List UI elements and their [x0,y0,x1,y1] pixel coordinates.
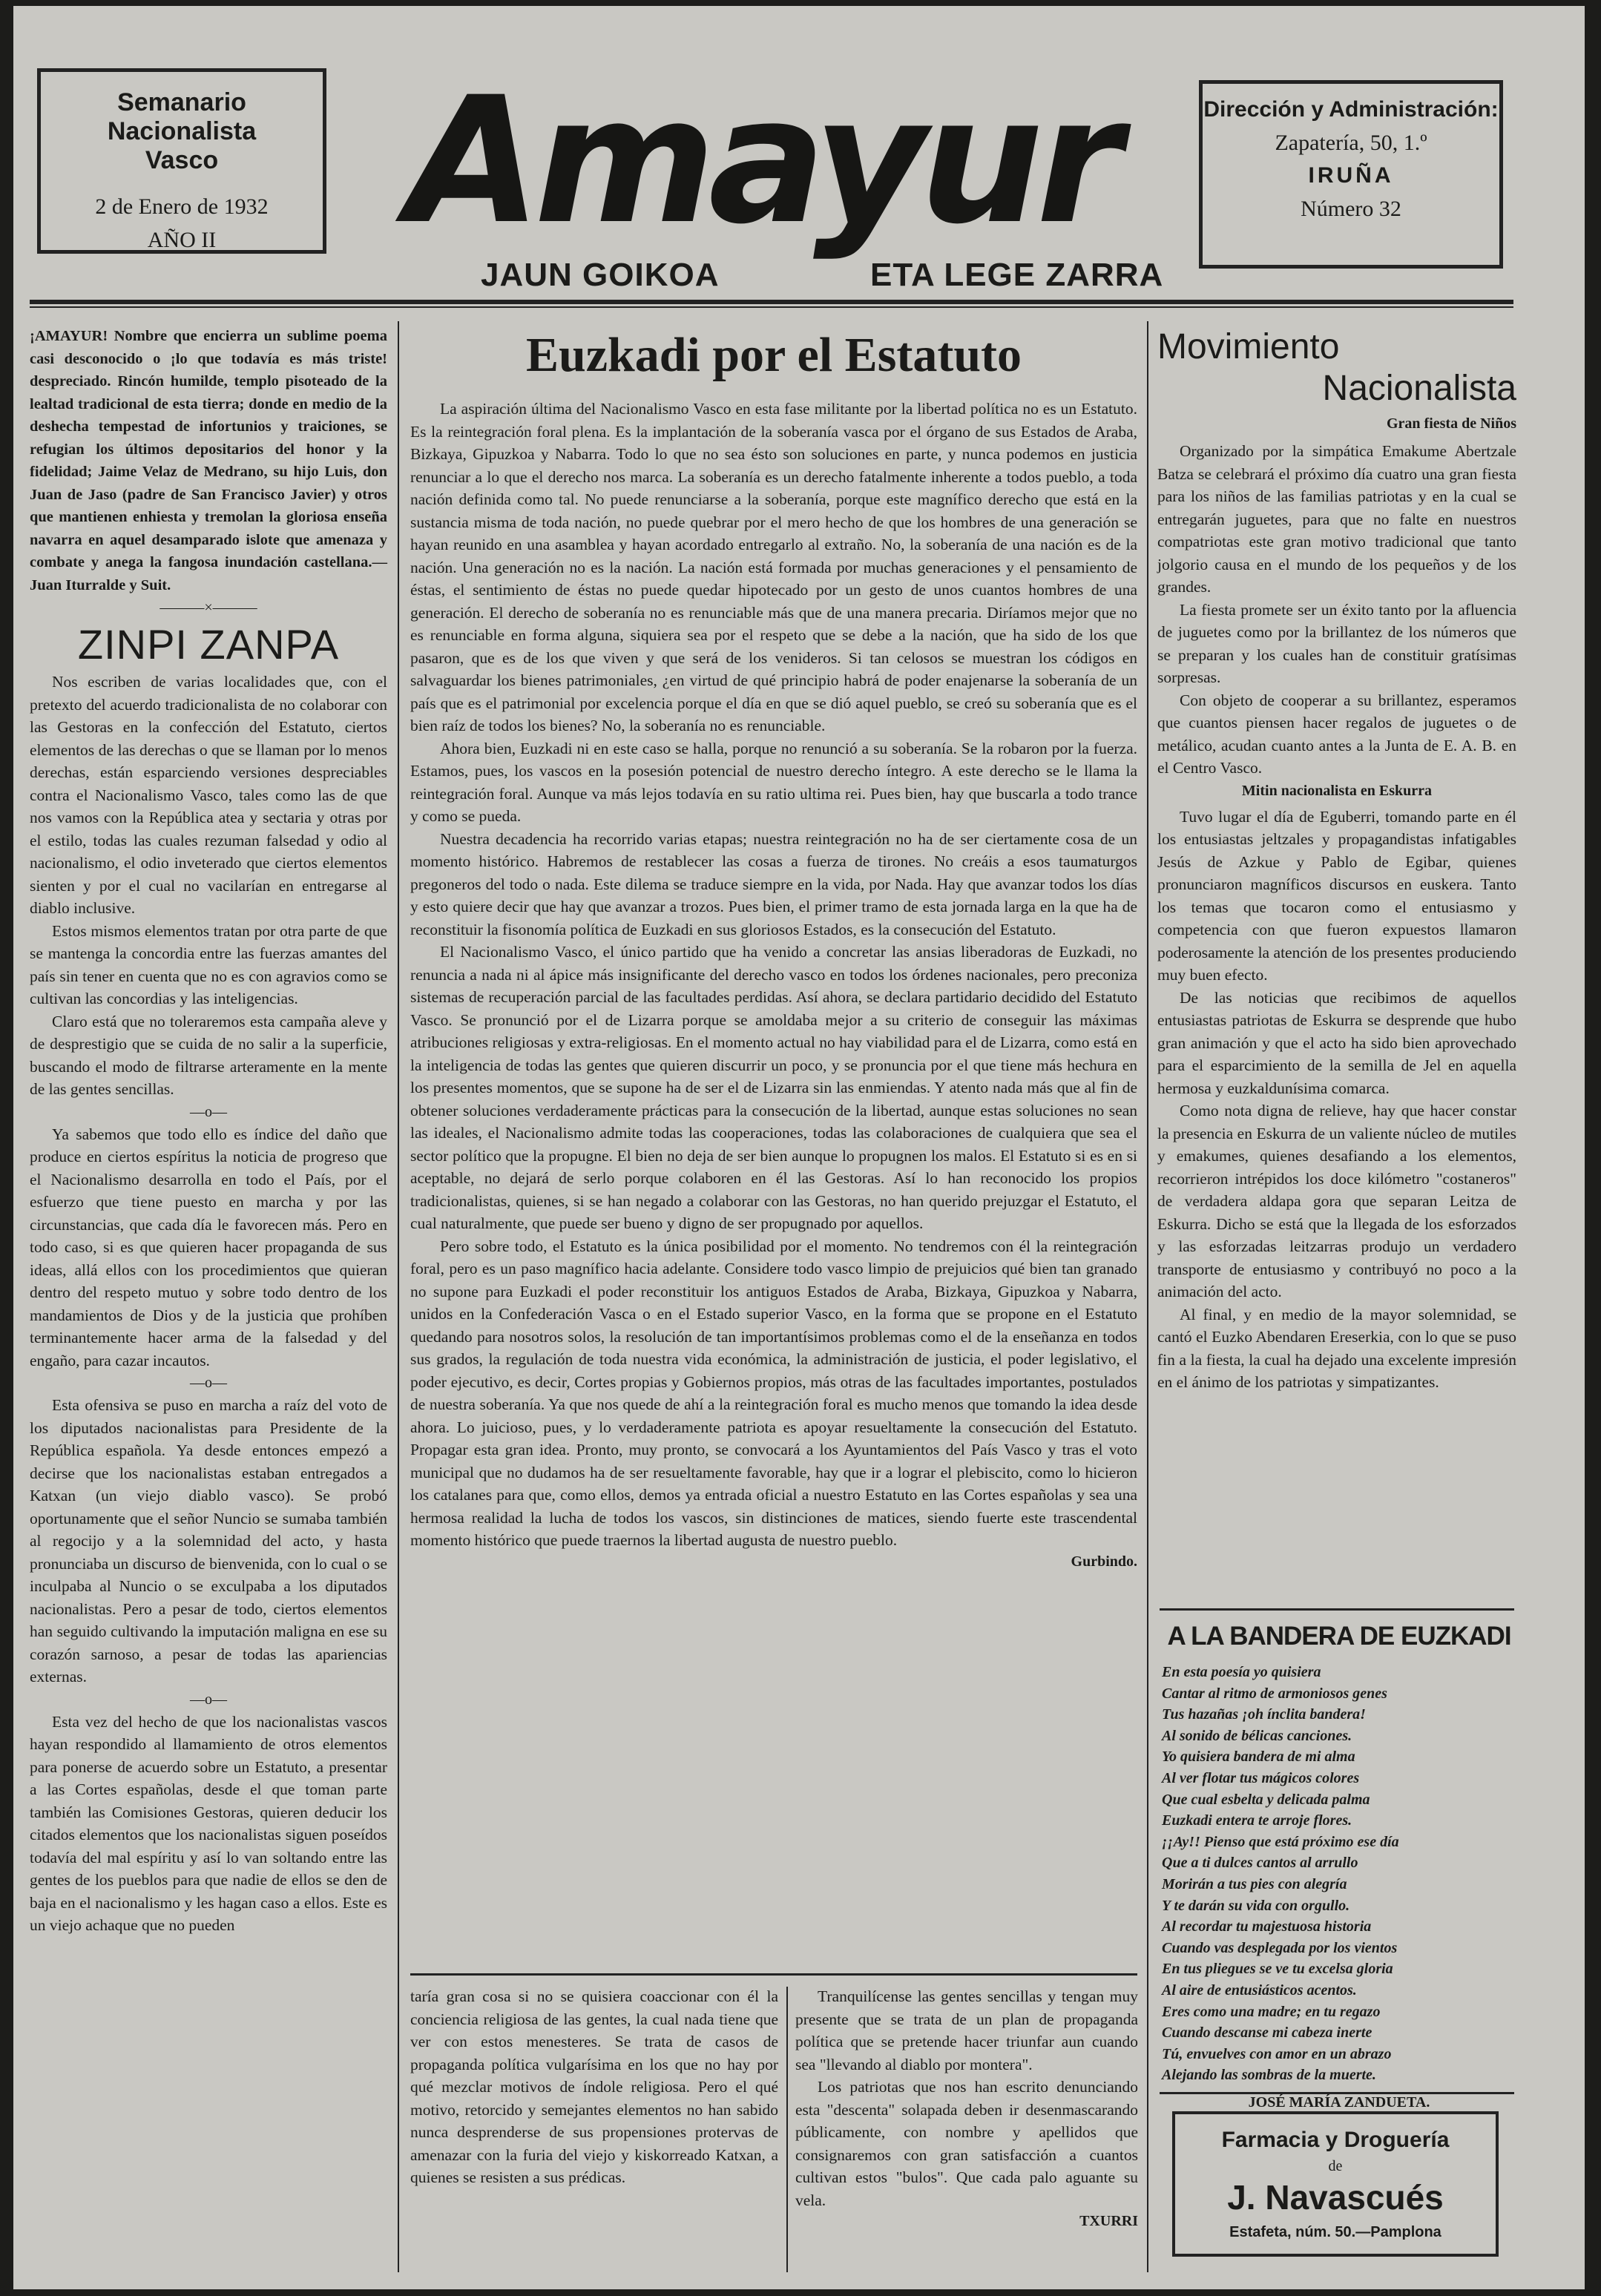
zinpi-zanpa-headline: ZINPI ZANPA [77,621,340,668]
poem-rule [1160,1608,1514,1611]
newspaper-page [13,6,1585,2289]
zinpi-paragraph-3: Claro está que no toleraremos esta campaña aleve y de desprestigio que se cuida de no salir a la superficie, buscando el modo de filtrarse arteramente en la mente de las gentes sencillas. [30,1012,387,1098]
column-left [30,325,387,2274]
estatuto-paragraph-2: Ahora bien, Euzkadi ni en este caso se halla, porque no renunció a su soberanía. Se la robaron por la fuerza. Estamos, pues, los vascos en la posesión potencial de nuestro derecho íntegro. A este derecho se le llama la reintegración foral. Aunque va más lejos todavía en su ratio ultima rei. Pues bien, hay que buscarla a todo trance y como se pueda. [410,739,1137,825]
continuation-left [410,1985,778,2274]
masthead-year: AÑO II [147,227,217,252]
estatuto-paragraph-3: Nuestra decadencia ha recorrido varias etapas; nuestra reintegración no ha de ser ciertamente cosa de un momento histórico. Habremos de restablecer las cosas a fuerza de tirones. No creáis a esos taumaturgos pregoneros del todo o nada. Este dilema se traduce siempre en la vida, por Nada. Hay que avanzar todos los días y esto quiere decir que hay que avanzar a trozos. Pues bien, el primer tramo de esta jornada larga en la que ha de reconstituir la fisonomía política de Euzkadi en sus gloriosos Estados, es la consecución del Estatuto. [410,829,1137,938]
address-city: IRUÑA [1308,163,1394,188]
continuation-right [795,1985,1138,2274]
masthead-left-box [37,68,326,254]
movimiento-paragraph-2: La fiesta promete ser un éxito tanto por la afluencia de juguetes como por la brillantez de los números que se preparan y los cuales han de constituir gratísimas sorpresas. [1157,600,1516,686]
poem-line: Que a ti dulces cantos al arrullo [1162,1855,1358,1872]
ad-line-1: Farmacia y Droguería [1221,2128,1450,2152]
poem-author: JOSÉ MARÍA ZANDUETA. [1248,2093,1430,2111]
pharmacy-ad [1172,2111,1499,2257]
poem-line: Cantar al ritmo de armoniosos genes [1162,1685,1387,1702]
estatuto-paragraph-4: El Nacionalismo Vasco, el único partido que ha venido a concretar las ansias liberadoras de Euzkadi, no renuncia a nada ni al ápice más insignificante del derecho vasco en todos los órdenes nacionales, pero preconiza sistemas de recuperación parcial de las facultades perdidas. Así ahora, se declara partidario decidido del Estatuto Vasco. Se pronunció por el de Lizarra porque se amoldaba mejor a su criterio de conseguir las máximas atribuciones religiosas y extra-religiosas. En el momento actual no hay viabilidad para el de Lizarra, como está en la inteligencia de todas las gentes que quieren discurrir un poco, y se pronuncia por el que tiene más hechura en los presentes momentos, que se supone ha de ser el de Lizarra sin las enmiendas. Y atento nada más que al fin de obtener soluciones verdaderamente prácticas para la consecución de la libertad, aunque estas soluciones no sean las ideales, el Nacionalismo admite todas las cooperaciones, todas las colaboraciones de cualquiera que sea el sector político que la propugne. El bien no deja de ser bien aunque lo propugnen los malos. El Estatuto si es en si aceptable, no dejará de serlo porque colaboren en él las Gestoras. Así lo han reconocido los propios tradicionalistas, quienes, si se han negado a colaborar con las Gestoras, no han querido prejuzgar el Estatuto, el cual naturalmente, que puede ser bueno y digno de ser propugnado por aquellos. [410,943,1137,1232]
motto-right: ETA LEGE ZARRA [870,257,1164,293]
separator: —o— [190,1691,227,1708]
movimiento-paragraph-6: Como nota digna de relieve, hay que hacer constar la presencia en Eskurra de un valiente núcleo de mutiles y emakumes, quienes desafiando a los elementos, recorrieron intrépidos los doce kilómetro "costaneros" de verdadera aldapa gora que separan Leitza de Eskurra. Dicho se está que la llegada de los esforzados y las esforzadas leitzarras produjo un verdadero transporte de entusiasmo y contribuyó no poco a la animación del acto. [1157,1102,1516,1300]
column-right [1157,326,1516,1621]
zinpi-paragraph-1: Nos escriben de varias localidades que, con el pretexto del acuerdo tradicionalista de no colaborar con las Gestoras en la confección del Estatuto, ciertos elementos de las derechas o que se llaman por lo menos derechas, están esparciendo versiones despreciables contra el Nacionalismo Vasco, tales como las de que nos vamos con la República atea y sectaria y otras por el estilo, todas las cuales rezuman falsedad y odio al nacionalismo, el odio inveterado que ciertos elementos sienten y por el cual no vacilarían en entregarse al diablo inclusive. [30,673,387,917]
poem-line: Alejando las sombras de la muerte. [1162,2067,1376,2084]
poem-block [1162,1617,1516,2111]
masthead-right-box [1199,80,1503,269]
poem-line: Y te darán su vida con orgullo. [1162,1897,1350,1914]
masthead-date: 2 de Enero de 1932 [95,194,269,220]
section-rule [410,1973,1137,1976]
address-label: Dirección y Administración: [1203,97,1499,122]
subheading-mitin: Mitin nacionalista en Eskurra [1241,782,1433,799]
zinpi-paragraph-6: Esta vez del hecho de que los nacionalistas vascos hayan respondido al llamamiento de otros elementos para ponerse de acuerdo sobre un Estatuto, a presentar a las Cortes españolas, desde el que toman parte también las Comisiones Gestoras, quieren deducir los citados elementos que los nacionalistas siguen poseídos todavía del mal espíritu y así lo van soltando entre las gentes de los pueblos para que nadie de ellos se den de baja en el nacionalismo y les hagan caso a ellos. Este es un viejo achaque que no pueden [30,1712,387,1934]
masthead-rule-thin [30,306,1513,308]
movimiento-headline: Movimiento [1157,327,1340,366]
poem-line: En esta poesía yo quisiera [1162,1664,1321,1680]
movimiento-paragraph-4: Tuvo lugar el día de Eguberri, tomando parte en él los entusiastas jeltzales y propagandistas infatigables Jesús de Azkue y Pablo de Egibar, quienes pronunciaron magníficos discursos en euskera. Tanto los temas que tocaron como el entusiasmo y competencia con que fueron expuestos llamaron poderosamente la atención de los presentes produciendo muy buen efecto. [1157,807,1516,984]
poem-line: Al recordar tu majestuosa historia [1162,1918,1372,1935]
zinpi-paragraph-4: Ya sabemos que todo ello es índice del daño que produce en ciertos espíritus la noticia de progreso que el Nacionalismo desarrolla en todo el País, por el esfuerzo que tiene puesto en marcha y por las circunstancias, que cada día le favorecen más. Pero en todo caso, si es que quieren hacer propaganda de sus ideas, allá ellos con los procedimientos que quieran dentro del respeto mutuo y sobre todo dentro de los mandamientos de Dios y de la justicia que prohíben terminantemente hacer arma de la falsedad y del engaño, para cazar incautos. [30,1125,387,1369]
movimiento-paragraph-1: Organizado por la simpática Emakume Abertzale Batza se celebrará el próximo día cuatro una gran fiesta para los niños de las familias patriotas y en la cual se entregarán juguetes, para que no falte en nuestros compatriotas este gran motivo tradicional que tanto jolgorio causa en el mundo de los pequeños y de los grandes. [1157,442,1516,596]
movimiento-paragraph-3: Con objeto de cooperar a su brillantez, esperamos que cuantos piensen hacer regalos de juguetes o de metálico, acudan cuanto antes a la Junta de E. A. B. en el Centro Vasco. [1157,691,1516,777]
zinpi-paragraph-5: Esta ofensiva se puso en marcha a raíz del voto de los diputados nacionalistas para Presidente de la República española. Ya desde entonces empezó a decirse que los nacionalistas estaban entregados a Katxan (un viejo diablo vasco). Se probó oportunamente que el señor Nuncio se sumaba también al regocijo y a la solemnidad del acto, y hasta pronunciaba un discurso de bienvenida, con lo cual o se inculpaba al Nuncio o se exculpaba a los diputados nacionalistas. Pero a pesar de todo, ciertos elementos han seguido cultivando la imputación maligna en ese su corazón sarnoso, a pesar de todas las apariencias externas. [30,1396,387,1685]
subheading-fiesta: Gran fiesta de Niños [1387,415,1516,432]
poem-line: ¡¡Ay!! Pienso que está próximo ese día [1162,1833,1399,1850]
poem-line: En tus pliegues se ve tu excelsa gloria [1162,1961,1393,1978]
estatuto-paragraph-5: Pero sobre todo, el Estatuto es la única posibilidad por el momento. No tendremos con él la reintegración foral, pero es un paso magnífico hacia adelante. Considere todo vasco limpio de prejuicios qué bien tan granado no supone para Euzkadi el poder reconstituir los antiguos Estados de Araba, Bizkaya, Gipuzkoa y Nabarra, unidos en la Confederación Vasca o en el Estado superior Vasco, en la forma que se propone en el Estatuto quedando para nosotros solos, la resolución de tan importantísimos problemas como el de la enseñanza en todos sus grados, la regulación de toda nuestra vida económica, la administración de justicia, el poder legislativo, el poder ejecutivo, es decir, Cortes propias y Gobiernos propios, más otras de las facultades importantes, postulados de nuestra soberanía. Ya que nos quede de ahí a la reintegración foral es mucho menos que tomando la idea desde ahora. Lo juicioso, pues, y lo verdaderamente patriota es apoyar resueltamente la consecución del Estatuto. Propagar esta gran idea. Pronto, muy pronto, se convocará a los Ayuntamientos del País Vasco y tras el voto municipal que no dudamos ha de ser resueltamente favorable, hay que ir a lograr el plebiscito, como lo hicieron los catalanes para que, como ellos, demos ya entrada oficial a nuestro Estatuto en las Cortes españolas y sea una hermosa realidad la lucha de todos los vascos, sin distinciones de matices, siendo fuerte este trascendental momento histórico que puede traernos la libertad augusta de nuestro pueblo. [410,1237,1137,1549]
separator: —o— [190,1375,227,1391]
movimiento-paragraph-7: Al final, y en medio de la mayor solemnidad, se cantó el Euzko Abendaren Ereserkia, con lo que se puso fin a la fiesta, la cual ha dejado una excelente impresión en el ánimo de los patriotas y simpatizantes. [1157,1305,1516,1391]
issue-number: Número 32 [1301,196,1401,221]
separator: —o— [190,1103,227,1120]
estatuto-paragraph-1: La aspiración última del Nacionalismo Vasco en esta fase militante por la libertad política no es un Estatuto. Es la reintegración foral plena. Es la implantación de la soberanía vasca por el órgano de sus Estados de Araba, Bizkaya, Gipuzkoa y Nabarra. Todo lo que no sea ésto son soluciones en parte, y nunca podemos en justicia renunciar a lo que el derecho nos marca. La soberanía es un derecho fatalmente inherente a todos pueblo, a toda nación definida como tal. No puede renunciarse a la soberanía, porque este magnífico derecho que está en la sustancia misma de toda nación, no puede quebrar por el mero hecho de que los hombres de una generación se hayan reunido en una asamblea y hayan acordado entregarlo al extraño. No, la soberanía de una nación es de la nación. Una generación no es la nación. La nación está formada por muchas generaciones y el pensamiento de éstas, el sentimiento de éstas no puede quedar hipotecado por un gesto de unos cuantos hombres de una generación. El derecho de soberanía no es renunciable más que de una manera precaria. Diríamos mejor que no es renunciable en forma alguna, siquiera sea por el respeto que se debe a la nación, que ha sido de los que pasaron, que es de los que viven y que será de los venideros. Si tan celosos se muestran los códigos en salvaguardar los bienes patrimoniales, ¿en virtud de qué principio habrá de poder enajenarse la soberanía de un país que es el patrimonial por excelencia porque el día en que se dió aquel pueblo, se creó su soberanía que es el bien raíz de todos los bienes? No, la soberanía no es renunciable. [410,400,1137,734]
poem-line: Tú, envuelves con amor en un abrazo [1162,2045,1392,2062]
poem-line: Al sonido de bélicas canciones. [1162,1727,1352,1744]
poem-line: Que cual esbelta y delicada palma [1162,1791,1370,1808]
motto-left: JAUN GOIKOA [481,257,720,293]
poem-line: Euzkadi entera te arroje flores. [1162,1812,1352,1829]
continuation-text: taría gran cosa si no se quisiera coaccionar con él la conciencia religiosa de las gentes, la cual nada tiene que ver con estos menesteres. Se trata de casos de propaganda política vulgarísima en los que no hay por qué mezclar motivos de índole religiosa. Pero el qué motivo, retorcido y semejantes elementos no han sabido nunca desprenderse de sus propensiones protervas de amenazar con la furia del viejo y kiskorreado Katxan, a quienes se resisten a sus prédicas. [410,1987,778,2186]
poem-line: Al aire de entusiásticos acentos. [1162,1981,1357,1999]
masthead-title: Amayur [407,60,1115,263]
address-street: Zapatería, 50, 1.º [1275,130,1427,155]
ad-line-2: de [1328,2157,1343,2174]
movimiento-paragraph-5: De las noticias que recibimos de aquellos entusiastas patriotas de Eskurra se desprende que hubo gran animación y que el acto ha sido bien aprovechado para el esparcimiento de la semilla de Jel en aquella hermosa y euzkaldunísima comarca. [1157,988,1516,1097]
separator: ———×——— [160,599,257,616]
ad-name: J. Navascués [1227,2177,1444,2217]
intro-paragraph: ¡AMAYUR! Nombre que encierra un sublime poema casi desconocido o ¡lo que todavía es más triste! despreciado. Rincón humilde, templo pisoteado de la lealtad tradicional de esta tierra; donde en medio de la deshecha tempestad de infortunios y traiciones, se refugian los últimos depositarios del honor y la fidelidad; Jaime Velaz de Medrano, su hijo Luis, don Juan de Jaso (padre de San Francisco Javier) y otros que mantienen enhiesta y tremolan la gloriosa enseña navarra en aquel desamparado islote que amenaza y combate y anega la fangosa inundación castellana.—Juan Iturralde y Suit. [30,328,387,593]
column-rule-2 [1147,321,1148,2272]
column-center [410,326,1137,1966]
ad-address: Estafeta, núm. 50.—Pamplona [1229,2224,1441,2241]
poem-line: Cuando descanse mi cabeza inerte [1162,2024,1372,2042]
continuation-text-3: Los patriotas que nos han escrito denunciando esta "descenta" solapada deben ir desenmascarando públicamente, con nombre y apellidos que consignaremos con gran satisfacción a cuantos cultivan estos "bulos". Que cada palo aguante su vela. [795,2078,1138,2209]
poem-line: Yo quisiera bandera de mi alma [1162,1749,1355,1766]
masthead-subtitle-2: Vasco [145,146,219,175]
poem-line: Cuando vas desplegada por los vientos [1162,1939,1398,1956]
continuation-signature: TXURRI [1079,2213,1138,2229]
zinpi-paragraph-2: Estos mismos elementos tratan por otra parte de que se mantenga la concordia entre las fuerzas amantes del país sin tener en cuenta que no es con agravios como se cultivan las concordias y las inteligencias. [30,921,387,1007]
poem-line: Tus hazañas ¡oh ínclita bandera! [1162,1706,1366,1723]
nacionalista-headline: Nacionalista [1322,369,1516,408]
estatuto-signature: Gurbindo. [1071,1553,1137,1570]
continuation-text-2: Tranquilícense las gentes sencillas y tengan muy presente que se trata de un plan de propaganda política que se pretende hacer triunfar aun cuando sea "llevando al diablo por montera". [795,1987,1138,2073]
poem-line: Al ver flotar tus mágicos colores [1162,1769,1360,1786]
poem-title: A LA BANDERA DE EUZKADI [1167,1622,1511,1651]
poem-line: Eres como una madre; en tu regazo [1162,2003,1381,2020]
poem-line: Morirán a tus pies con alegría [1162,1875,1347,1892]
column-rule-1 [398,321,399,2272]
column-rule-3 [786,1987,788,2272]
masthead-subtitle: Semanario Nacionalista [107,88,257,146]
masthead-rule [30,300,1513,304]
estatuto-headline: Euzkadi por el Estatuto [525,328,1022,382]
ad-rule [1160,2092,1514,2094]
